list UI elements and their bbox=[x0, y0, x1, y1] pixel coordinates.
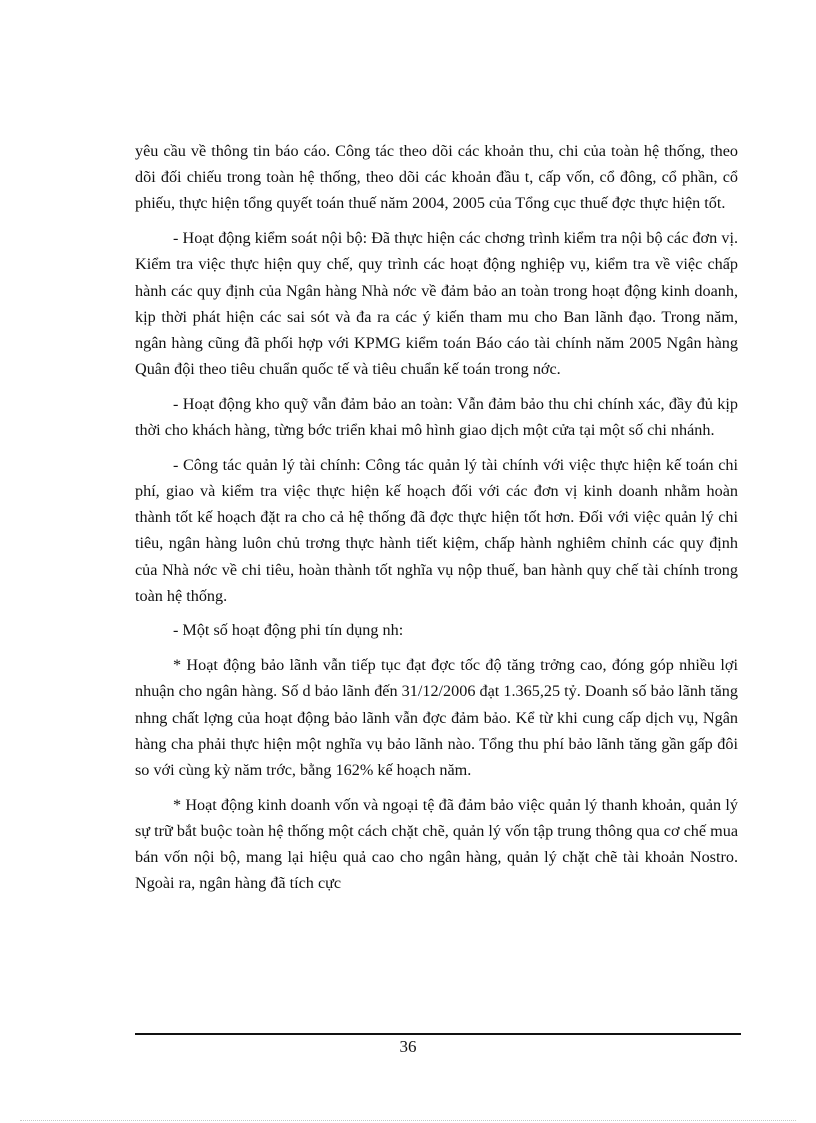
page-bottom-border bbox=[20, 1120, 796, 1121]
paragraph-internal-control: - Hoạt động kiểm soát nội bộ: Đã thực hiện các chơng trình kiểm tra nội bộ các đơn vị. Kiểm tra việc thực hiện quy chế, quy trình các hoạt động nghiệp vụ, kiểm tra về việc chấp hành các quy định của Ngân hàng Nhà nớc về đảm bảo an toàn trong hoạt động kinh doanh, kịp thời phát hiện các sai sót và đa ra các ý kiến tham mu cho Ban lãnh đạo. Trong năm, ngân hàng cũng đã phối hợp với KPMG kiểm toán Báo cáo tài chính năm 2005 Ngân hàng Quân đội theo tiêu chuẩn quốc tế và tiêu chuẩn kế toán trong nớc. bbox=[135, 229, 738, 379]
paragraph-reporting: yêu cầu về thông tin báo cáo. Công tác theo dõi các khoản thu, chi của toàn hệ thống, theo dõi đối chiếu trong toàn hệ thống, theo dõi các khoản đầu t, cấp vốn, cổ đông, cổ phần, cổ phiếu, thực hiện tổng quyết toán thuế năm 2004, 2005 của Tổng cục thuế đợc thực hiện tốt. bbox=[135, 142, 738, 213]
paragraph-guarantee: * Hoạt động bảo lãnh vẫn tiếp tục đạt đợc tốc độ tăng trởng cao, đóng góp nhiều lợi nhuận cho ngân hàng. Số d bảo lãnh đến 31/12/2006 đạt 1.365,25 tỷ. Doanh số bảo lãnh tăng nhng chất lợng của hoạt động bảo lãnh vẫn đợc đảm bảo. Kể từ khi cung cấp dịch vụ, Ngân hàng cha phải thực hiện một nghĩa vụ bảo lãnh nào. Tổng thu phí bảo lãnh tăng gần gấp đôi so với cùng kỳ năm trớc, bằng 162% kế hoạch năm. bbox=[135, 656, 738, 779]
paragraph-non-credit-heading: - Một số hoạt động phi tín dụng nh: bbox=[173, 621, 404, 640]
paragraph-treasury: - Hoạt động kho quỹ vẫn đảm bảo an toàn: Vẫn đảm bảo thu chi chính xác, đầy đủ kịp thời cho khách hàng, từng bớc triển khai mô hình giao dịch một cửa tại một số chi nhánh. bbox=[135, 394, 738, 440]
paragraph-financial-management: - Công tác quản lý tài chính: Công tác quản lý tài chính với việc thực hiện kế toán chi phí, giao và kiểm tra việc thực hiện kế hoạch đối với các đơn vị kinh doanh nhằm hoàn thành tốt kế hoạch đặt ra cho cả hệ thống đã đợc thực hiện tốt hơn. Đối với việc quản lý chi tiêu, ngân hàng luôn chủ trơng thực hành tiết kiệm, chấp hành nghiêm chỉnh các quy định của Nhà nớc về chi tiêu, hoàn thành tốt nghĩa vụ nộp thuế, ban hành quy chế tài chính trong toàn hệ thống. bbox=[135, 455, 738, 605]
page-number: 36 bbox=[399, 1037, 417, 1056]
paragraph-capital-business: * Hoạt động kinh doanh vốn và ngoại tệ đã đảm bảo việc quản lý thanh khoản, quản lý sự trữ bắt buộc toàn hệ thống một cách chặt chẽ, quản lý vốn tập trung thông qua cơ chế mua bán vốn nội bộ, mang lại hiệu quả cao cho ngân hàng, quản lý chặt chẽ tài khoản Nostro. Ngoài ra, ngân hàng đã tích cực bbox=[135, 795, 738, 893]
footer-rule bbox=[135, 1033, 741, 1035]
document-body bbox=[135, 138, 738, 905]
